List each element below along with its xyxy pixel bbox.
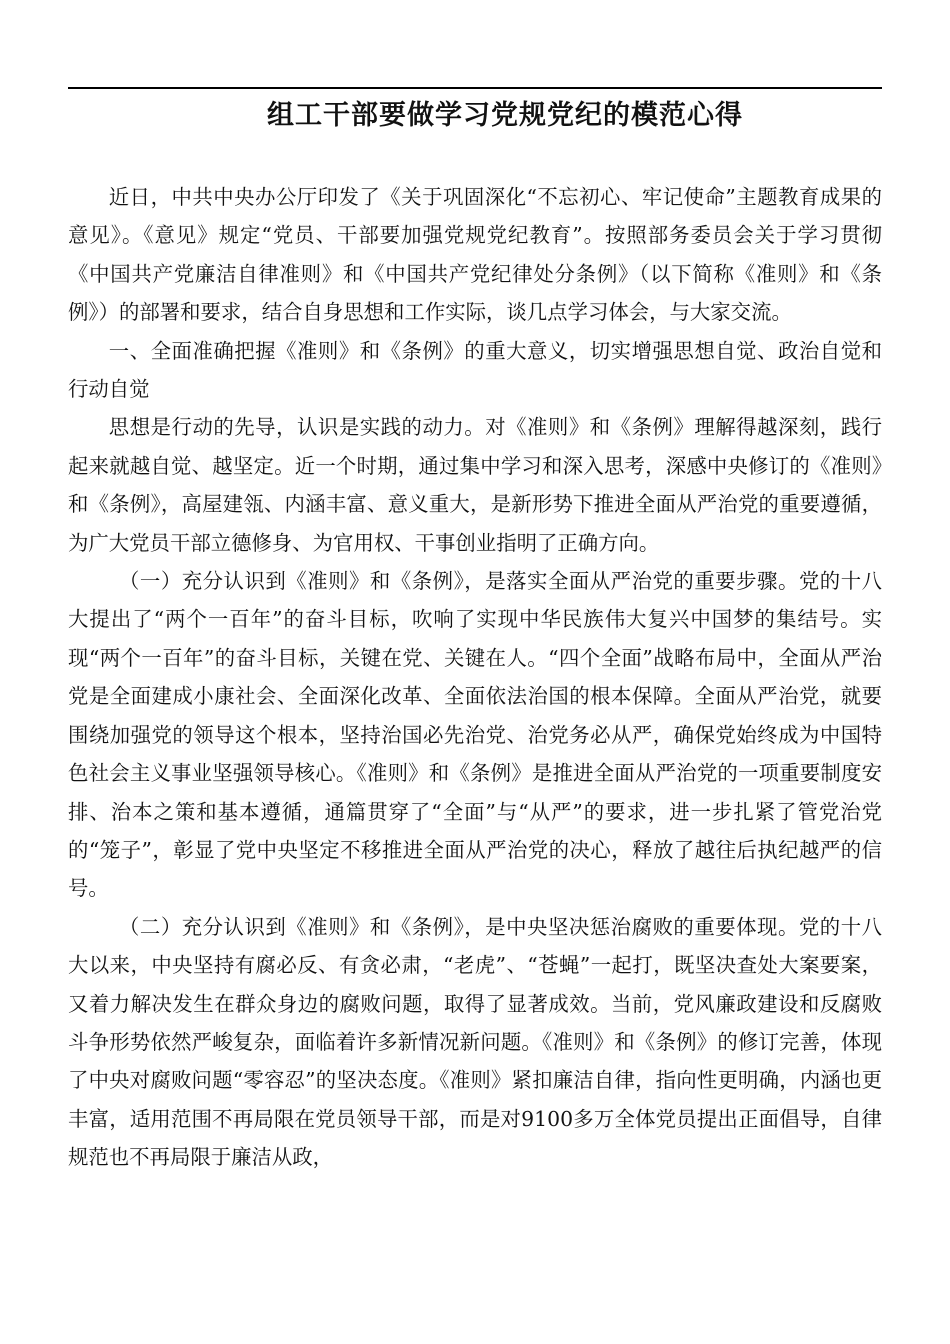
document-body [68, 178, 882, 1177]
header-rule [68, 87, 882, 89]
paragraph-intro: 近日，中共中央办公厅印发了《关于巩固深化“不忘初心、牢记使命”主题教育成果的意见》。《意见》规定“党员、干部要加强党规党纪教育”。按照部务委员会关于学习贯彻《中国共产党廉洁自律准则》和《中国共产党纪律处分条例》（以下简称《准则》和《条例》）的部署和要求，结合自身思想和工作实际，谈几点学习体会，与大家交流。 [68, 185, 882, 325]
section-heading-1: 一、全面准确把握《准则》和《条例》的重大意义，切实增强思想自觉、政治自觉和行动自觉 [68, 338, 882, 402]
paragraph-section-1: 思想是行动的先导，认识是实践的动力。对《准则》和《条例》理解得越深刻，践行起来就越自觉、越坚定。近一个时期，通过集中学习和深入思考，深感中央修订的《准则》和《条例》，高屋建瓴、内涵丰富、意义重大，是新形势下推进全面从严治党的重要遵循，为广大党员干部立德修身、为官用权、干事创业指明了正确方向。 [68, 415, 882, 555]
document-title: 组工干部要做学习党规党纪的模范心得 [267, 100, 743, 131]
paragraph-subsection-2: （二）充分认识到《准则》和《条例》，是中央坚决惩治腐败的重要体现。党的十八大以来，中央坚持有腐必反、有贪必肃，“老虎”、“苍蝇”一起打，既坚决查处大案要案，又着力解决发生在群众身边的腐败问题，取得了显著成效。当前，党风廉政建设和反腐败斗争形势依然严峻复杂，面临着许多新情况新问题。《准则》和《条例》的修订完善，体现了中央对腐败问题“零容忍”的坚决态度。《准则》紧扣廉洁自律，指向性更明确，内涵也更丰富，适用范围不再局限在党员领导干部，而是对9100多万全体党员提出正面倡导，自律规范也不再局限于廉洁从政， [68, 914, 882, 1170]
paragraph-subsection-1: （一）充分认识到《准则》和《条例》，是落实全面从严治党的重要步骤。党的十八大提出了“两个一百年”的奋斗目标，吹响了实现中华民族伟大复兴中国梦的集结号。实现“两个一百年”的奋斗目标，关键在党、关键在人。“四个全面”战略布局中，全面从严治党是全面建成小康社会、全面深化改革、全面依法治国的根本保障。全面从严治党，就要围绕加强党的领导这个根本，坚持治国必先治党、治党务必从严，确保党始终成为中国特色社会主义事业坚强领导核心。《准则》和《条例》是推进全面从严治党的一项重要制度安排、治本之策和基本遵循，通篇贯穿了“全面”与“从严”的要求，进一步扎紧了管党治党的“笼子”，彰显了党中央坚定不移推进全面从严治党的决心，释放了越往后执纪越严的信号。 [68, 569, 882, 901]
